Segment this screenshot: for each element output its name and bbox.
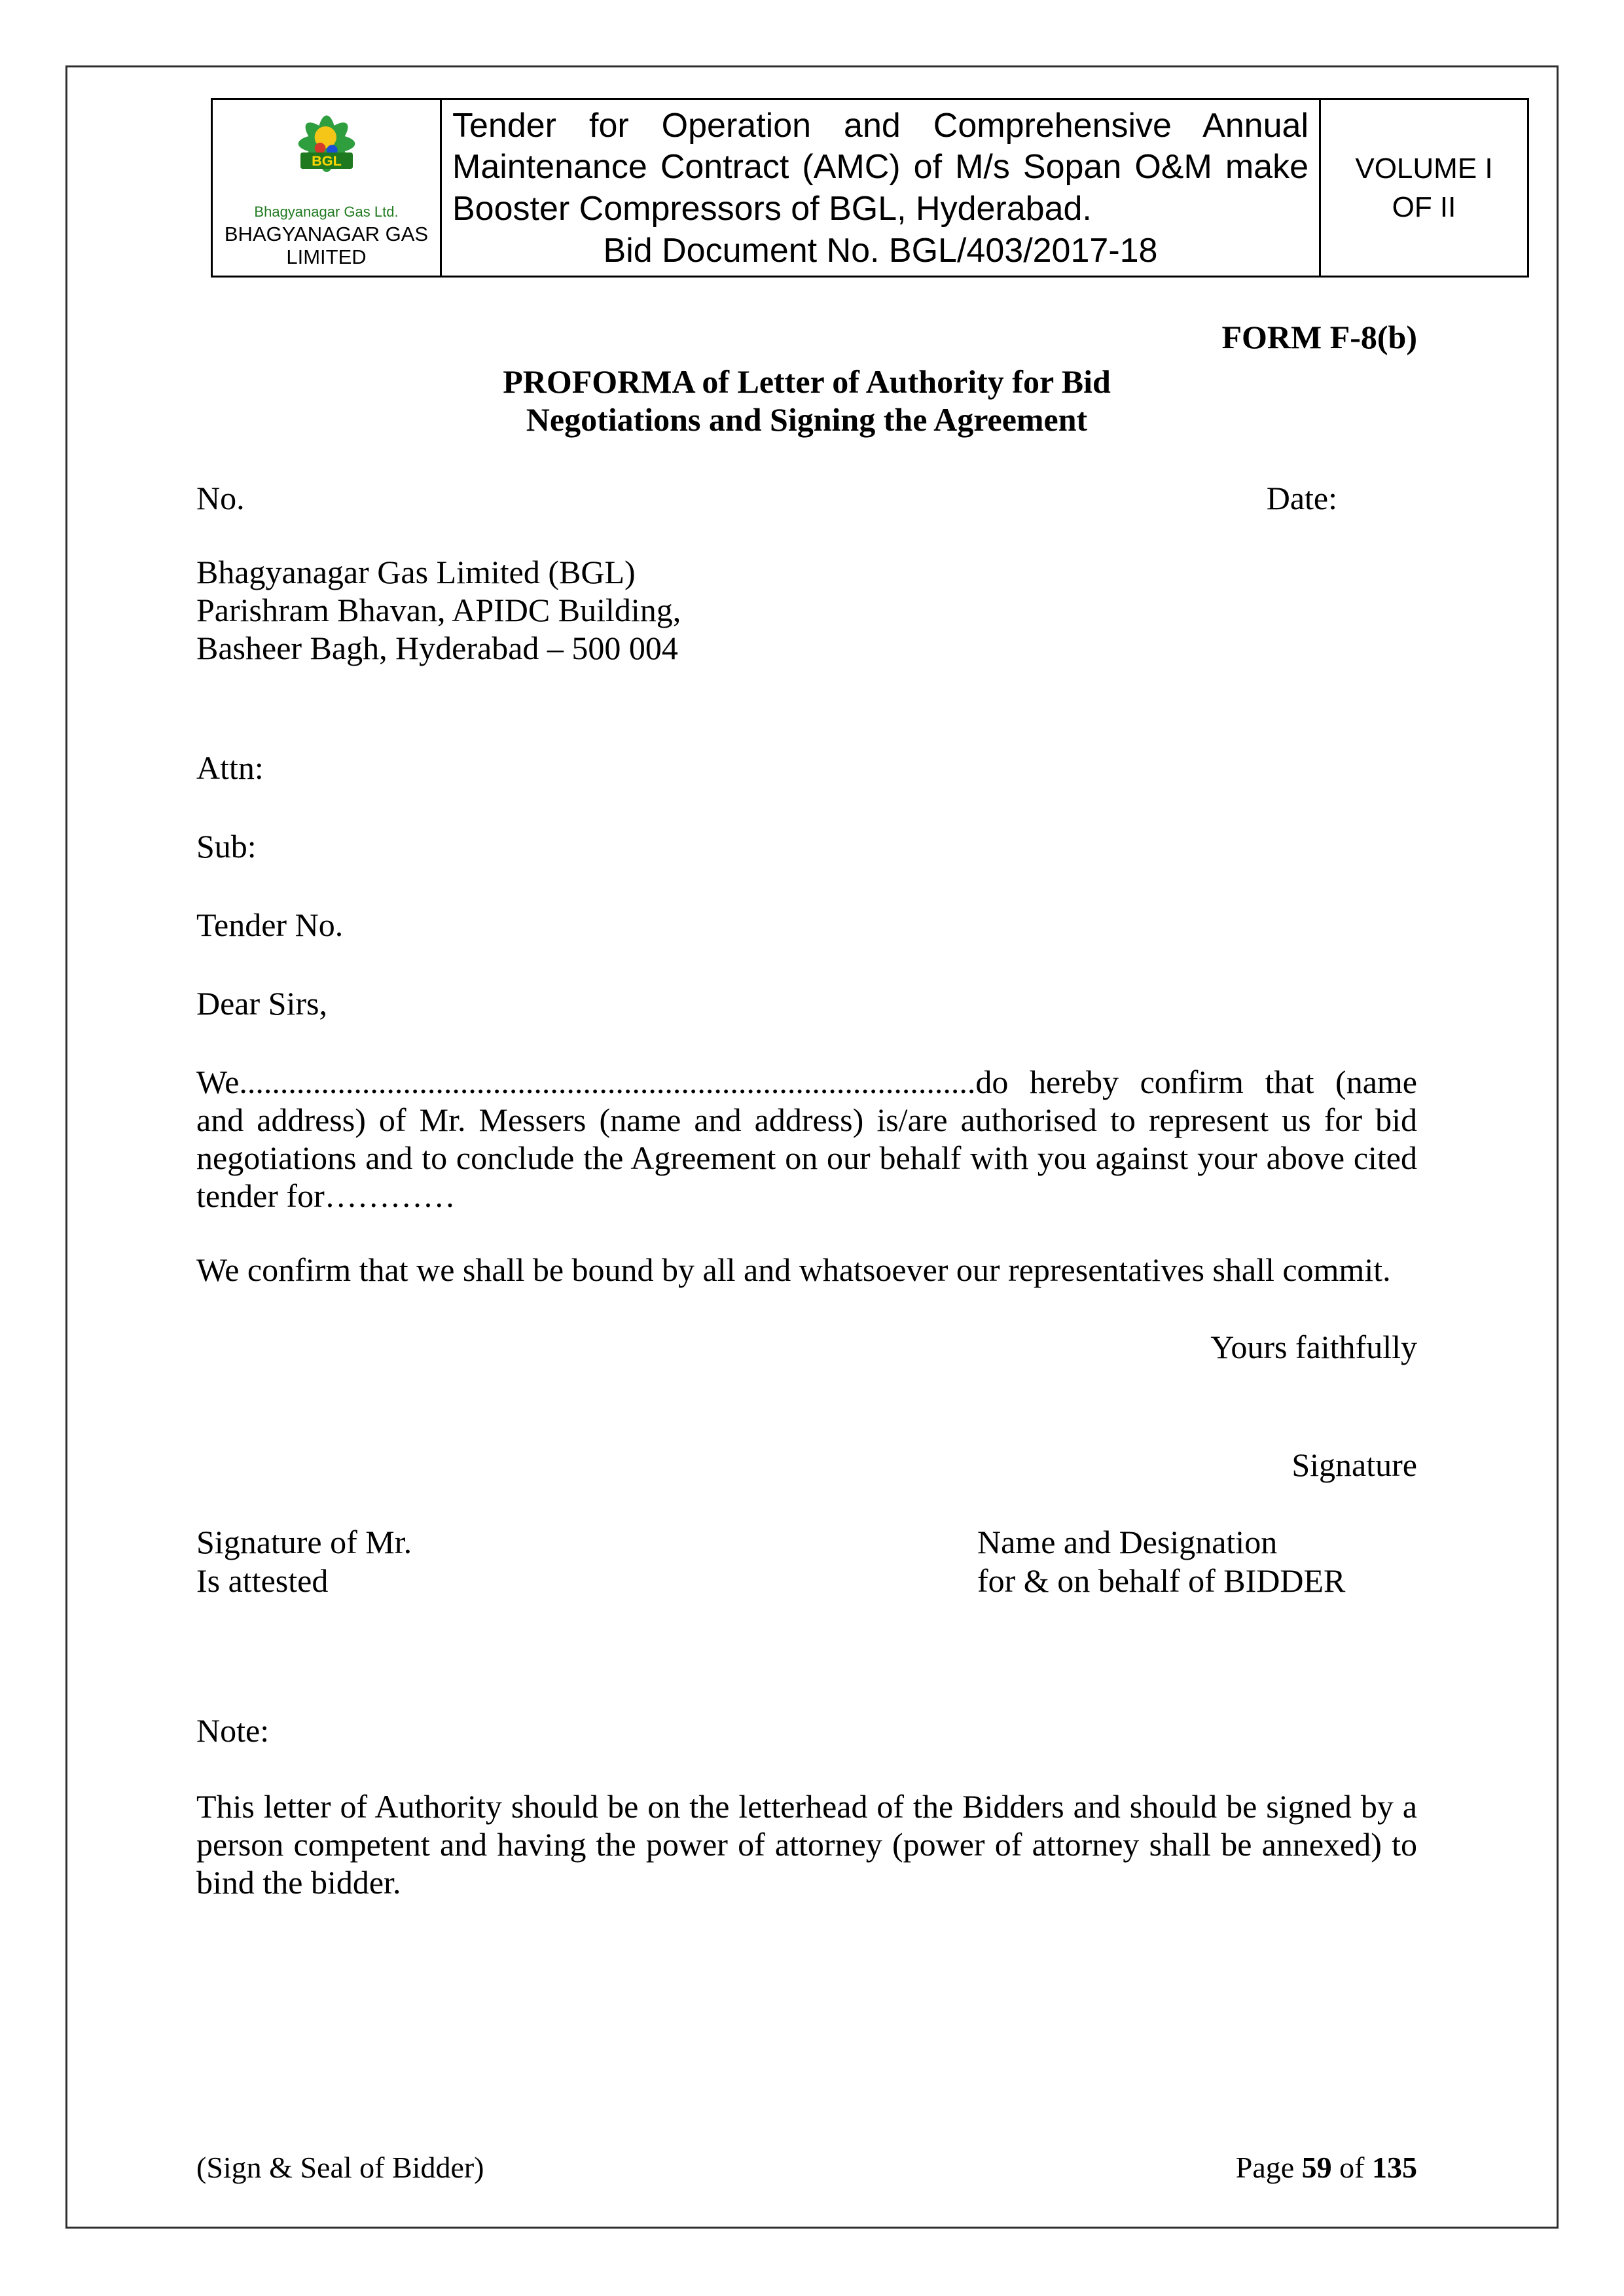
tender-title: Tender for Operation and Comprehensive Annual Maintenance Contract (AMC) of M/s Sopan O&M make Booster Compressors of BGL, Hyderabad.	[452, 107, 1308, 228]
closing: Yours faithfully	[1210, 1329, 1417, 1366]
header-table	[211, 98, 1529, 278]
header-logo-cell	[212, 99, 441, 277]
document-title	[196, 363, 1417, 439]
document-title-line2: Negotiations and Signing the Agreement	[526, 401, 1088, 439]
volume-line1: VOLUME I	[1355, 152, 1493, 185]
sign-left-line2: Is attested	[196, 1562, 329, 1600]
signature-left-column	[196, 1523, 977, 1600]
note-label: Note:	[196, 1712, 270, 1749]
header-volume-cell	[1320, 99, 1528, 277]
logo-tagline: Bhagyanagar Gas Ltd.	[254, 204, 399, 221]
org-name: BHAGYANAGAR GAS LIMITED	[224, 223, 429, 269]
address-line: Parishram Bhavan, APIDC Building,	[196, 592, 681, 629]
sign-right-line2: for & on behalf of BIDDER	[977, 1562, 1346, 1600]
footer-sign-seal: (Sign & Seal of Bidder)	[196, 2151, 484, 2184]
footer-page-of: of	[1331, 2151, 1372, 2184]
address-line: Bhagyanagar Gas Limited (BGL)	[196, 554, 636, 591]
no-date-row	[196, 479, 1417, 517]
footer-page-prefix: Page	[1235, 2151, 1302, 2184]
tender-no-label: Tender No.	[196, 906, 344, 944]
body-paragraph-2: We confirm that we shall be bound by all and whatsoever our representatives shall commit.	[196, 1251, 1391, 1289]
no-label: No.	[196, 480, 245, 517]
letter-body	[196, 318, 1417, 1901]
document-title-line1: PROFORMA of Letter of Authority for Bid	[503, 363, 1111, 401]
attn-label: Attn:	[196, 749, 264, 787]
bgl-logo-icon	[261, 107, 392, 198]
signature-label: Signature	[1291, 1446, 1417, 1484]
recipient-address	[196, 553, 1417, 667]
logo-org-short: BGL	[311, 152, 342, 170]
footer-page-number: 59	[1301, 2151, 1332, 2184]
salutation: Dear Sirs,	[196, 985, 327, 1022]
signature-right-column	[977, 1523, 1417, 1600]
sub-label: Sub:	[196, 828, 257, 865]
date-label: Date:	[1266, 480, 1337, 517]
volume-line2: OF II	[1392, 191, 1456, 224]
body-paragraph-1: We..........................................................................................do hereby confirm that (name and address) of Mr. Messers (name and address) is/are authorised to represent us for bid negotiations and to conclude the Agreement on our behalf with you against your above cited tender for…………	[196, 1064, 1417, 1215]
sign-left-line1: Signature of Mr.	[196, 1524, 412, 1561]
bid-document-number: Bid Document No. BGL/403/2017-18	[603, 232, 1158, 270]
form-code: FORM F-8(b)	[1221, 319, 1417, 356]
sign-right-line1: Name and Designation	[977, 1524, 1278, 1561]
note-text: This letter of Authority should be on the letterhead of the Bidders and should be signed by a person competent and having the power of attorney (power of attorney shall be annexed) to bind the bidder.	[196, 1788, 1417, 1901]
signature-block	[196, 1523, 1417, 1600]
address-line: Basheer Bagh, Hyderabad – 500 004	[196, 630, 678, 667]
footer-page-total: 135	[1372, 2151, 1417, 2184]
header-title-cell	[441, 99, 1320, 277]
footer-page-indicator	[1236, 2150, 1417, 2185]
page-footer	[196, 2150, 1417, 2185]
